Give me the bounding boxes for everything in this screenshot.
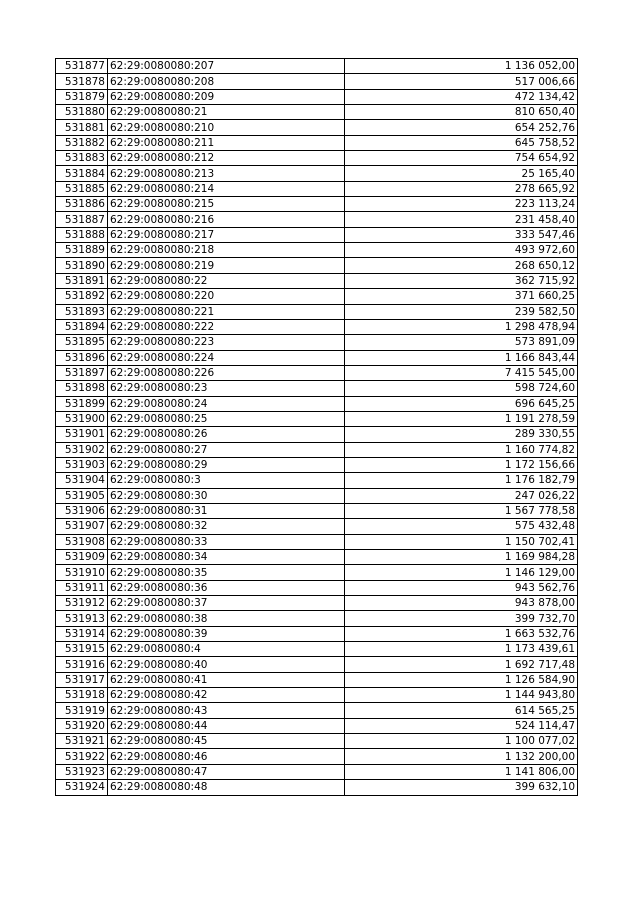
- cadastral-number-cell: 62:29:0080080:38: [108, 611, 345, 626]
- cadastral-value-cell: 278 665,92: [345, 181, 578, 196]
- cadastral-number-cell: 62:29:0080080:43: [108, 703, 345, 718]
- table-row: [56, 473, 578, 488]
- row-id-cell: 531892: [56, 289, 108, 304]
- cadastral-number-cell: 62:29:0080080:223: [108, 335, 345, 350]
- cadastral-number-cell: 62:29:0080080:211: [108, 135, 345, 150]
- table-row: [56, 503, 578, 518]
- row-id-cell: 531921: [56, 734, 108, 749]
- cadastral-value-cell: 517 006,66: [345, 74, 578, 89]
- cadastral-number-cell: 62:29:0080080:213: [108, 166, 345, 181]
- row-id-cell: 531884: [56, 166, 108, 181]
- row-id-cell: 531890: [56, 258, 108, 273]
- row-id-cell: 531904: [56, 473, 108, 488]
- cadastral-value-cell: 1 663 532,76: [345, 626, 578, 641]
- row-id-cell: 531900: [56, 411, 108, 426]
- row-id-cell: 531902: [56, 442, 108, 457]
- row-id-cell: 531917: [56, 672, 108, 687]
- cadastral-value-cell: 399 732,70: [345, 611, 578, 626]
- table-row: [56, 289, 578, 304]
- table-row: [56, 273, 578, 288]
- cadastral-number-cell: 62:29:0080080:224: [108, 350, 345, 365]
- row-id-cell: 531895: [56, 335, 108, 350]
- cadastral-value-cell: 493 972,60: [345, 243, 578, 258]
- cadastral-value-cell: 1 567 778,58: [345, 503, 578, 518]
- row-id-cell: 531920: [56, 718, 108, 733]
- table-row: [56, 212, 578, 227]
- row-id-cell: 531893: [56, 304, 108, 319]
- row-id-cell: 531888: [56, 227, 108, 242]
- cadastral-value-cell: 362 715,92: [345, 273, 578, 288]
- cadastral-value-cell: 1 160 774,82: [345, 442, 578, 457]
- cadastral-number-cell: 62:29:0080080:24: [108, 396, 345, 411]
- cadastral-number-cell: 62:29:0080080:23: [108, 381, 345, 396]
- cadastral-value-cell: 524 114,47: [345, 718, 578, 733]
- cadastral-value-cell: 1 692 717,48: [345, 657, 578, 672]
- row-id-cell: 531894: [56, 319, 108, 334]
- table-row: [56, 703, 578, 718]
- cadastral-number-cell: 62:29:0080080:26: [108, 427, 345, 442]
- table-row: [56, 381, 578, 396]
- row-id-cell: 531881: [56, 120, 108, 135]
- cadastral-value-cell: 239 582,50: [345, 304, 578, 319]
- cadastral-value-cell: 754 654,92: [345, 151, 578, 166]
- table-row: [56, 718, 578, 733]
- table-row: [56, 672, 578, 687]
- cadastral-value-table: [55, 58, 578, 796]
- row-id-cell: 531918: [56, 688, 108, 703]
- cadastral-number-cell: 62:29:0080080:212: [108, 151, 345, 166]
- cadastral-value-cell: 231 458,40: [345, 212, 578, 227]
- row-id-cell: 531906: [56, 503, 108, 518]
- cadastral-value-cell: 1 191 278,59: [345, 411, 578, 426]
- cadastral-number-cell: 62:29:0080080:46: [108, 749, 345, 764]
- cadastral-number-cell: 62:29:0080080:210: [108, 120, 345, 135]
- cadastral-value-cell: 1 146 129,00: [345, 565, 578, 580]
- cadastral-value-cell: 268 650,12: [345, 258, 578, 273]
- row-id-cell: 531898: [56, 381, 108, 396]
- table-row: [56, 258, 578, 273]
- row-id-cell: 531915: [56, 642, 108, 657]
- cadastral-number-cell: 62:29:0080080:214: [108, 181, 345, 196]
- cadastral-number-cell: 62:29:0080080:36: [108, 580, 345, 595]
- cadastral-number-cell: 62:29:0080080:218: [108, 243, 345, 258]
- table-row: [56, 534, 578, 549]
- row-id-cell: 531919: [56, 703, 108, 718]
- row-id-cell: 531877: [56, 59, 108, 74]
- row-id-cell: 531913: [56, 611, 108, 626]
- row-id-cell: 531908: [56, 534, 108, 549]
- cadastral-value-cell: 614 565,25: [345, 703, 578, 718]
- row-id-cell: 531887: [56, 212, 108, 227]
- cadastral-number-cell: 62:29:0080080:209: [108, 89, 345, 104]
- cadastral-number-cell: 62:29:0080080:27: [108, 442, 345, 457]
- table-row: [56, 611, 578, 626]
- cadastral-number-cell: 62:29:0080080:40: [108, 657, 345, 672]
- cadastral-number-cell: 62:29:0080080:41: [108, 672, 345, 687]
- cadastral-value-cell: 1 132 200,00: [345, 749, 578, 764]
- cadastral-number-cell: 62:29:0080080:220: [108, 289, 345, 304]
- table-row: [56, 350, 578, 365]
- row-id-cell: 531883: [56, 151, 108, 166]
- cadastral-number-cell: 62:29:0080080:222: [108, 319, 345, 334]
- table-row: [56, 596, 578, 611]
- cadastral-number-cell: 62:29:0080080:4: [108, 642, 345, 657]
- row-id-cell: 531882: [56, 135, 108, 150]
- cadastral-number-cell: 62:29:0080080:219: [108, 258, 345, 273]
- cadastral-value-cell: 943 878,00: [345, 596, 578, 611]
- cadastral-value-cell: 25 165,40: [345, 166, 578, 181]
- row-id-cell: 531914: [56, 626, 108, 641]
- table-row: [56, 319, 578, 334]
- table-row: [56, 89, 578, 104]
- table-row: [56, 105, 578, 120]
- table-row: [56, 166, 578, 181]
- table-row: [56, 550, 578, 565]
- cadastral-value-cell: 1 144 943,80: [345, 688, 578, 703]
- table-row: [56, 74, 578, 89]
- row-id-cell: 531891: [56, 273, 108, 288]
- cadastral-number-cell: 62:29:0080080:25: [108, 411, 345, 426]
- cadastral-value-cell: 1 169 984,28: [345, 550, 578, 565]
- cadastral-value-cell: 1 166 843,44: [345, 350, 578, 365]
- table-row: [56, 227, 578, 242]
- row-id-cell: 531909: [56, 550, 108, 565]
- cadastral-value-cell: 654 252,76: [345, 120, 578, 135]
- table-row: [56, 243, 578, 258]
- row-id-cell: 531911: [56, 580, 108, 595]
- table-row: [56, 411, 578, 426]
- table-row: [56, 120, 578, 135]
- table-row: [56, 135, 578, 150]
- row-id-cell: 531899: [56, 396, 108, 411]
- cadastral-number-cell: 62:29:0080080:45: [108, 734, 345, 749]
- table-row: [56, 442, 578, 457]
- cadastral-number-cell: 62:29:0080080:29: [108, 457, 345, 472]
- cadastral-value-cell: 399 632,10: [345, 780, 578, 795]
- cadastral-number-cell: 62:29:0080080:35: [108, 565, 345, 580]
- table-row: [56, 427, 578, 442]
- row-id-cell: 531905: [56, 488, 108, 503]
- cadastral-value-cell: 371 660,25: [345, 289, 578, 304]
- table-row: [56, 780, 578, 795]
- cadastral-number-cell: 62:29:0080080:226: [108, 365, 345, 380]
- cadastral-number-cell: 62:29:0080080:39: [108, 626, 345, 641]
- cadastral-number-cell: 62:29:0080080:31: [108, 503, 345, 518]
- cadastral-value-cell: 247 026,22: [345, 488, 578, 503]
- table-row: [56, 59, 578, 74]
- cadastral-value-cell: 575 432,48: [345, 519, 578, 534]
- cadastral-number-cell: 62:29:0080080:44: [108, 718, 345, 733]
- row-id-cell: 531910: [56, 565, 108, 580]
- table-row: [56, 565, 578, 580]
- row-id-cell: 531923: [56, 764, 108, 779]
- cadastral-number-cell: 62:29:0080080:216: [108, 212, 345, 227]
- table-row: [56, 457, 578, 472]
- row-id-cell: 531880: [56, 105, 108, 120]
- row-id-cell: 531924: [56, 780, 108, 795]
- cadastral-number-cell: 62:29:0080080:33: [108, 534, 345, 549]
- cadastral-number-cell: 62:29:0080080:37: [108, 596, 345, 611]
- row-id-cell: 531886: [56, 197, 108, 212]
- table-row: [56, 197, 578, 212]
- cadastral-number-cell: 62:29:0080080:215: [108, 197, 345, 212]
- cadastral-value-cell: 598 724,60: [345, 381, 578, 396]
- table-row: [56, 365, 578, 380]
- cadastral-value-cell: 289 330,55: [345, 427, 578, 442]
- table-row: [56, 519, 578, 534]
- cadastral-number-cell: 62:29:0080080:208: [108, 74, 345, 89]
- row-id-cell: 531889: [56, 243, 108, 258]
- row-id-cell: 531896: [56, 350, 108, 365]
- cadastral-value-cell: 333 547,46: [345, 227, 578, 242]
- table-row: [56, 657, 578, 672]
- row-id-cell: 531901: [56, 427, 108, 442]
- cadastral-value-cell: 7 415 545,00: [345, 365, 578, 380]
- row-id-cell: 531903: [56, 457, 108, 472]
- cadastral-number-cell: 62:29:0080080:3: [108, 473, 345, 488]
- row-id-cell: 531916: [56, 657, 108, 672]
- cadastral-number-cell: 62:29:0080080:30: [108, 488, 345, 503]
- row-id-cell: 531922: [56, 749, 108, 764]
- table-row: [56, 580, 578, 595]
- cadastral-value-cell: 1 136 052,00: [345, 59, 578, 74]
- cadastral-number-cell: 62:29:0080080:32: [108, 519, 345, 534]
- table-row: [56, 626, 578, 641]
- table-row: [56, 688, 578, 703]
- row-id-cell: 531897: [56, 365, 108, 380]
- cadastral-number-cell: 62:29:0080080:22: [108, 273, 345, 288]
- table-row: [56, 488, 578, 503]
- cadastral-value-cell: 1 126 584,90: [345, 672, 578, 687]
- table-row: [56, 396, 578, 411]
- cadastral-value-cell: 223 113,24: [345, 197, 578, 212]
- cadastral-value-cell: 1 150 702,41: [345, 534, 578, 549]
- cadastral-value-cell: 1 176 182,79: [345, 473, 578, 488]
- table-row: [56, 642, 578, 657]
- cadastral-number-cell: 62:29:0080080:217: [108, 227, 345, 242]
- cadastral-value-cell: 573 891,09: [345, 335, 578, 350]
- table-row: [56, 764, 578, 779]
- cadastral-value-cell: 1 298 478,94: [345, 319, 578, 334]
- cadastral-number-cell: 62:29:0080080:34: [108, 550, 345, 565]
- cadastral-number-cell: 62:29:0080080:21: [108, 105, 345, 120]
- row-id-cell: 531907: [56, 519, 108, 534]
- cadastral-value-cell: 472 134,42: [345, 89, 578, 104]
- cadastral-value-cell: 1 173 439,61: [345, 642, 578, 657]
- cadastral-number-cell: 62:29:0080080:42: [108, 688, 345, 703]
- cadastral-value-cell: 1 172 156,66: [345, 457, 578, 472]
- row-id-cell: 531878: [56, 74, 108, 89]
- table-row: [56, 151, 578, 166]
- cadastral-number-cell: 62:29:0080080:221: [108, 304, 345, 319]
- cadastral-value-cell: 696 645,25: [345, 396, 578, 411]
- table-row: [56, 181, 578, 196]
- table-row: [56, 304, 578, 319]
- cadastral-number-cell: 62:29:0080080:207: [108, 59, 345, 74]
- cadastral-number-cell: 62:29:0080080:48: [108, 780, 345, 795]
- table-row: [56, 335, 578, 350]
- cadastral-number-cell: 62:29:0080080:47: [108, 764, 345, 779]
- cadastral-value-cell: 943 562,76: [345, 580, 578, 595]
- cadastral-value-cell: 1 141 806,00: [345, 764, 578, 779]
- cadastral-value-cell: 645 758,52: [345, 135, 578, 150]
- table-body: [56, 59, 578, 796]
- row-id-cell: 531879: [56, 89, 108, 104]
- row-id-cell: 531912: [56, 596, 108, 611]
- table-row: [56, 749, 578, 764]
- row-id-cell: 531885: [56, 181, 108, 196]
- table-row: [56, 734, 578, 749]
- cadastral-value-cell: 810 650,40: [345, 105, 578, 120]
- cadastral-value-cell: 1 100 077,02: [345, 734, 578, 749]
